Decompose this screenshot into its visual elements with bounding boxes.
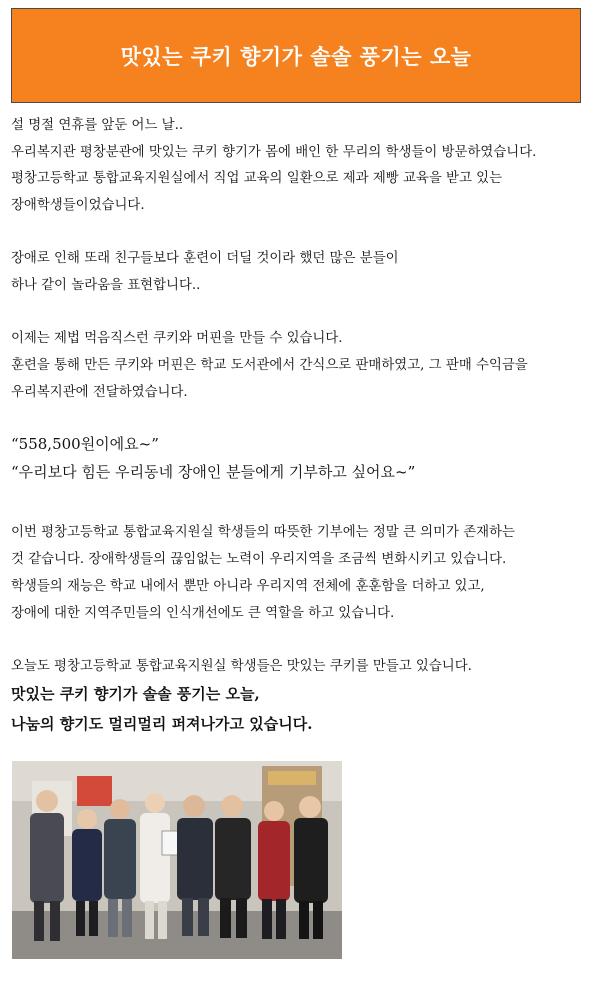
p4-line-1: 이번 평창고등학교 통합교육지원실 학생들의 따뜻한 기부에는 정말 큰 의미가 존재하는 bbox=[11, 525, 515, 540]
p4-line-3: 학생들의 재능은 학교 내에서 뿐만 아니라 우리지역 전체에 훈훈함을 더하고 있고, bbox=[11, 579, 485, 594]
p1-line-2: 우리복지관 평창분관에 맛있는 쿠키 향기가 몸에 배인 한 무리의 학생들이 방문하였습니다. bbox=[11, 145, 537, 160]
group-photo bbox=[12, 761, 342, 959]
p2-line-2: 하나 같이 놀라움을 표현합니다.. bbox=[11, 278, 201, 293]
title-banner bbox=[11, 8, 581, 103]
quote-donation: “우리보다 힘든 우리동네 장애인 분들에게 기부하고 싶어요~” bbox=[11, 463, 416, 481]
p4-line-4: 장애에 대한 지역주민들의 인식개선에도 큰 역할을 하고 있습니다. bbox=[11, 606, 395, 621]
p1-line-4: 장애학생들이었습니다. bbox=[11, 198, 145, 213]
p5-line-2: 맛있는 쿠키 향기가 솔솔 풍기는 오늘, bbox=[11, 685, 260, 703]
p3-line-2: 훈련을 통해 만든 쿠키와 머핀은 학교 도서관에서 간식으로 판매하였고, 그 판매 수익금을 bbox=[11, 358, 528, 373]
quote-amount: “558,500원이에요~” bbox=[11, 435, 159, 453]
p3-line-1: 이제는 제법 먹음직스런 쿠키와 머핀을 만들 수 있습니다. bbox=[11, 331, 343, 346]
p1-line-1: 설 명절 연휴를 앞둔 어느 날.. bbox=[11, 118, 184, 133]
p5-line-1: 오늘도 평창고등학교 통합교육지원실 학생들은 맛있는 쿠키를 만들고 있습니다. bbox=[11, 659, 472, 674]
p1-line-3: 평창고등학교 통합교육지원실에서 직업 교육의 일환으로 제과 제빵 교육을 받고 있는 bbox=[11, 171, 503, 186]
p3-line-3: 우리복지관에 전달하였습니다. bbox=[11, 385, 188, 400]
p4-line-2: 것 같습니다. 장애학생들의 끊임없는 노력이 우리지역을 조금씩 변화시키고 있습니다. bbox=[11, 552, 507, 567]
p2-line-1: 장애로 인해 또래 친구들보다 훈련이 더딜 것이라 했던 많은 분들이 bbox=[11, 251, 399, 266]
p5-line-3: 나눔의 향기도 멀리멀리 퍼져나가고 있습니다. bbox=[11, 715, 313, 733]
group-photo-icon bbox=[12, 761, 342, 959]
banner-title: 맛있는 쿠키 향기가 솔솔 풍기는 오늘 bbox=[120, 44, 472, 69]
